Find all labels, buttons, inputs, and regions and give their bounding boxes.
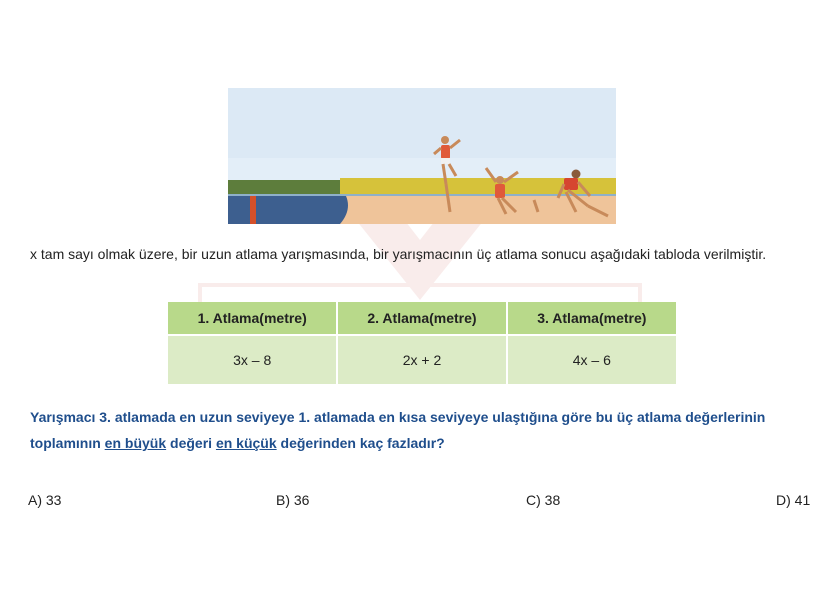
long-jump-illustration	[228, 88, 616, 224]
question-part-2: değeri	[166, 435, 216, 451]
option-c[interactable]: C) 38	[526, 492, 561, 508]
table-header-jump-3: 3. Atlama(metre)	[507, 302, 676, 335]
table-header-row	[168, 302, 676, 335]
table-cell-jump-1: 3x – 8	[168, 335, 337, 384]
table-cell-jump-3: 4x – 6	[507, 335, 676, 384]
option-d[interactable]: D) 41	[776, 492, 811, 508]
question-underline-min: en küçük	[215, 435, 277, 451]
table-cell-jump-2: 2x + 2	[337, 335, 506, 384]
problem-intro-text: x tam sayı olmak üzere, bir uzun atlama yarışmasında, bir yarışmacının üç atlama sonucu aşağıdaki tabloda verilmiştir.	[30, 246, 767, 262]
question-underline-max: en büyük	[104, 435, 167, 451]
table-header-jump-1: 1. Atlama(metre)	[168, 302, 337, 335]
table-row	[168, 335, 676, 384]
table-header-jump-2: 2. Atlama(metre)	[337, 302, 506, 335]
question-text	[30, 404, 820, 456]
option-b[interactable]: B) 36	[276, 492, 310, 508]
jump-results-table	[168, 302, 676, 384]
question-part-1: Yarışmacı 3. atlamada en uzun seviyeye 1. atlamada en kısa seviyeye ulaştığına göre bu üç atlama değerlerinin toplamının	[30, 409, 766, 451]
option-a[interactable]: A) 33	[28, 492, 62, 508]
question-part-3: değerinden kaç fazladır?	[276, 435, 445, 451]
